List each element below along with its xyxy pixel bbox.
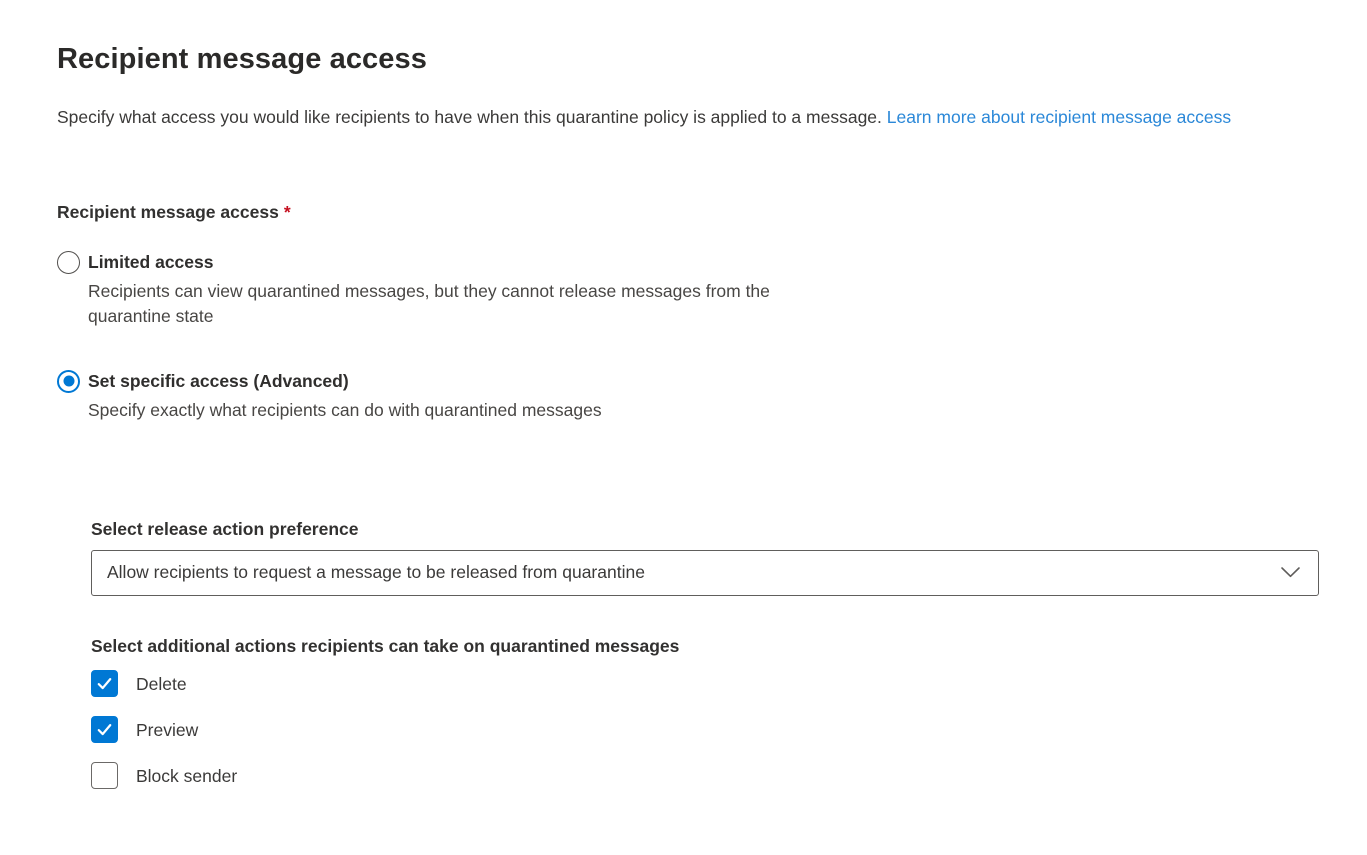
- radio-option-title: Set specific access (Advanced): [88, 370, 349, 391]
- radio-option-text: [88, 250, 778, 329]
- additional-actions-checkbox-list: [91, 670, 1319, 790]
- radio-option-description: Specify exactly what recipients can do with quarantined messages: [88, 399, 602, 420]
- page-title: Recipient message access: [57, 43, 427, 75]
- radio-option-limited-access[interactable]: [57, 250, 1319, 329]
- additional-actions-label: Select additional actions recipients can take on quarantined messages: [91, 635, 680, 656]
- intro-paragraph: [57, 104, 1292, 132]
- radio-option-text: [88, 369, 602, 423]
- checkbox-row-delete[interactable]: [91, 670, 1319, 698]
- radio-option-set-specific-access[interactable]: [57, 369, 1319, 423]
- radio-option-title: Limited access: [88, 251, 214, 272]
- checkbox-delete[interactable]: [91, 670, 118, 697]
- checkmark-icon: [96, 721, 113, 738]
- access-field-label: [57, 201, 1319, 223]
- advanced-access-section: [91, 518, 1319, 790]
- checkbox-label: Delete: [136, 673, 187, 694]
- access-field-label-text: Recipient message access: [57, 201, 279, 222]
- release-action-label: Select release action preference: [91, 518, 359, 539]
- intro-text: Specify what access you would like recipients to have when this quarantine policy is applied to a message.: [57, 107, 882, 127]
- checkmark-icon: [96, 675, 113, 692]
- radio-button-limited-access[interactable]: [57, 251, 80, 274]
- required-asterisk: *: [283, 201, 291, 222]
- release-action-dropdown[interactable]: [91, 550, 1319, 596]
- checkbox-row-block-sender[interactable]: [91, 762, 1319, 790]
- access-radio-group: [57, 250, 1319, 423]
- checkbox-row-preview[interactable]: [91, 716, 1319, 744]
- checkbox-block-sender[interactable]: [91, 762, 118, 789]
- checkbox-label: Block sender: [136, 765, 238, 786]
- checkbox-label: Preview: [136, 719, 199, 740]
- checkbox-preview[interactable]: [91, 716, 118, 743]
- chevron-down-icon: [1281, 567, 1300, 578]
- learn-more-link[interactable]: Learn more about recipient message access: [886, 107, 1232, 127]
- radio-option-description: Recipients can view quarantined messages, but they cannot release messages from the quarantine state: [88, 280, 770, 326]
- radio-button-set-specific-access[interactable]: [57, 370, 80, 393]
- dropdown-selected-value: Allow recipients to request a message to be released from quarantine: [107, 562, 645, 582]
